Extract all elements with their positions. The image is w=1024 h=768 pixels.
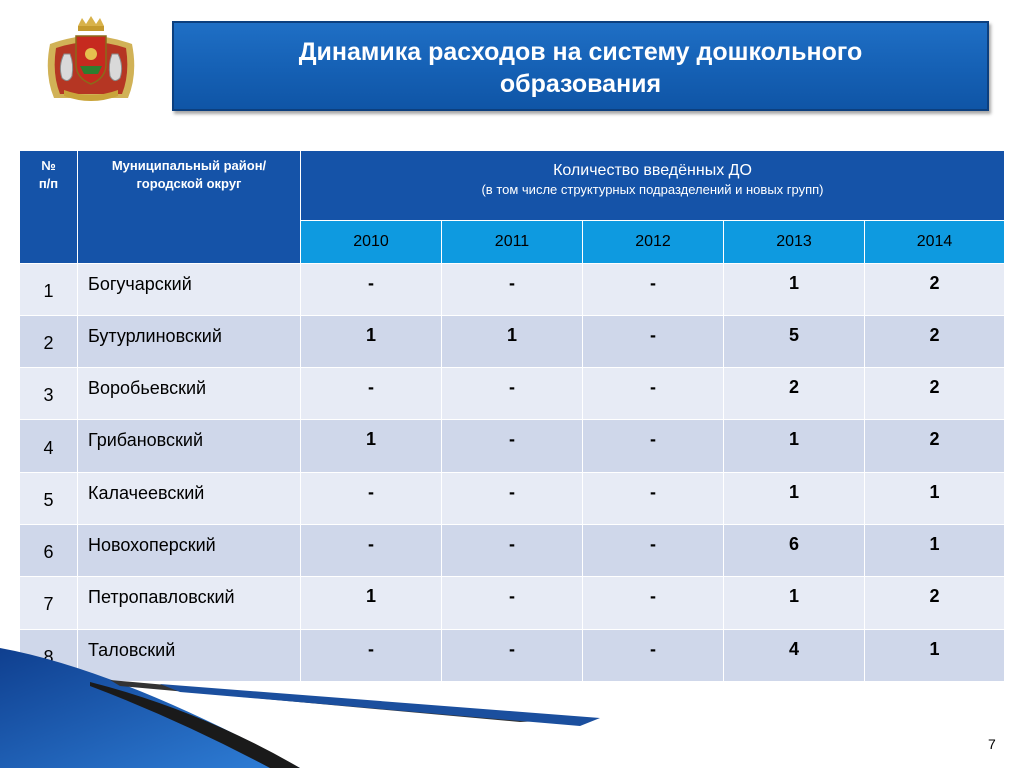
- header-district-line-1: Муниципальный район/: [111, 158, 267, 173]
- value-cell: 1: [442, 315, 583, 367]
- value-cell: -: [442, 577, 583, 629]
- table-row: [20, 525, 1005, 577]
- district-name: Таловский: [78, 629, 301, 681]
- table-row: [20, 315, 1005, 367]
- value-cell: -: [583, 315, 724, 367]
- value-cell: 6: [724, 525, 865, 577]
- row-number: 8: [20, 629, 78, 681]
- value-cell: -: [442, 525, 583, 577]
- value-cell: 1: [724, 472, 865, 524]
- value-cell: 1: [865, 525, 1005, 577]
- district-name: Богучарский: [78, 263, 301, 315]
- header-number: [20, 151, 78, 264]
- value-cell: -: [583, 420, 724, 472]
- table-row: [20, 368, 1005, 420]
- value-cell: -: [583, 472, 724, 524]
- value-cell: -: [583, 629, 724, 681]
- table-row: [20, 420, 1005, 472]
- value-cell: -: [442, 263, 583, 315]
- value-cell: -: [301, 525, 442, 577]
- value-cell: -: [583, 263, 724, 315]
- value-cell: 1: [301, 420, 442, 472]
- table-row: [20, 263, 1005, 315]
- header-number-line-1: №: [41, 158, 56, 173]
- row-number: 4: [20, 420, 78, 472]
- value-cell: 1: [724, 263, 865, 315]
- district-name: Петропавловский: [78, 577, 301, 629]
- district-name: Калачеевский: [78, 472, 301, 524]
- value-cell: -: [442, 629, 583, 681]
- district-name: Новохоперский: [78, 525, 301, 577]
- header-quantity-main: Количество введённых ДО: [553, 162, 752, 179]
- value-cell: -: [301, 368, 442, 420]
- row-number: 1: [20, 263, 78, 315]
- value-cell: 1: [724, 577, 865, 629]
- value-cell: 2: [724, 368, 865, 420]
- header-number-line-2: п/п: [38, 176, 59, 191]
- value-cell: -: [301, 263, 442, 315]
- value-cell: -: [301, 472, 442, 524]
- header-year: 2013: [724, 221, 865, 263]
- value-cell: 2: [865, 263, 1005, 315]
- value-cell: 2: [865, 420, 1005, 472]
- row-number: 2: [20, 315, 78, 367]
- value-cell: -: [583, 577, 724, 629]
- slide-title-line-2: образования: [499, 70, 662, 98]
- value-cell: -: [583, 525, 724, 577]
- page-number: 7: [988, 736, 996, 752]
- value-cell: -: [442, 420, 583, 472]
- value-cell: -: [442, 368, 583, 420]
- value-cell: 5: [724, 315, 865, 367]
- decorative-swoosh: [0, 640, 1024, 768]
- district-name: Грибановский: [78, 420, 301, 472]
- value-cell: 1: [724, 420, 865, 472]
- header-district-line-2: городской округ: [136, 176, 242, 191]
- value-cell: 1: [865, 629, 1005, 681]
- value-cell: 1: [301, 577, 442, 629]
- header-quantity-sub: (в том числе структурных подразделений и новых групп): [481, 182, 824, 197]
- district-name: Воробьевский: [78, 368, 301, 420]
- value-cell: -: [301, 629, 442, 681]
- table-row: [20, 577, 1005, 629]
- value-cell: -: [442, 472, 583, 524]
- row-number: 6: [20, 525, 78, 577]
- value-cell: 2: [865, 577, 1005, 629]
- table-row: [20, 472, 1005, 524]
- row-number: 5: [20, 472, 78, 524]
- data-table: [19, 150, 1005, 682]
- slide-title: [172, 21, 989, 111]
- header-year: 2014: [865, 221, 1005, 263]
- header-district: [78, 151, 301, 264]
- header-year: 2012: [583, 221, 724, 263]
- slide-title-line-1: Динамика расходов на систему дошкольного: [298, 38, 863, 66]
- header-quantity: [301, 151, 1005, 221]
- row-number: 3: [20, 368, 78, 420]
- value-cell: 2: [865, 315, 1005, 367]
- header-year: 2010: [301, 221, 442, 263]
- district-name: Бутурлиновский: [78, 315, 301, 367]
- value-cell: 4: [724, 629, 865, 681]
- value-cell: -: [583, 368, 724, 420]
- header-year: 2011: [442, 221, 583, 263]
- value-cell: 1: [865, 472, 1005, 524]
- coat-of-arms-icon: [40, 14, 142, 108]
- value-cell: 1: [301, 315, 442, 367]
- value-cell: 2: [865, 368, 1005, 420]
- row-number: 7: [20, 577, 78, 629]
